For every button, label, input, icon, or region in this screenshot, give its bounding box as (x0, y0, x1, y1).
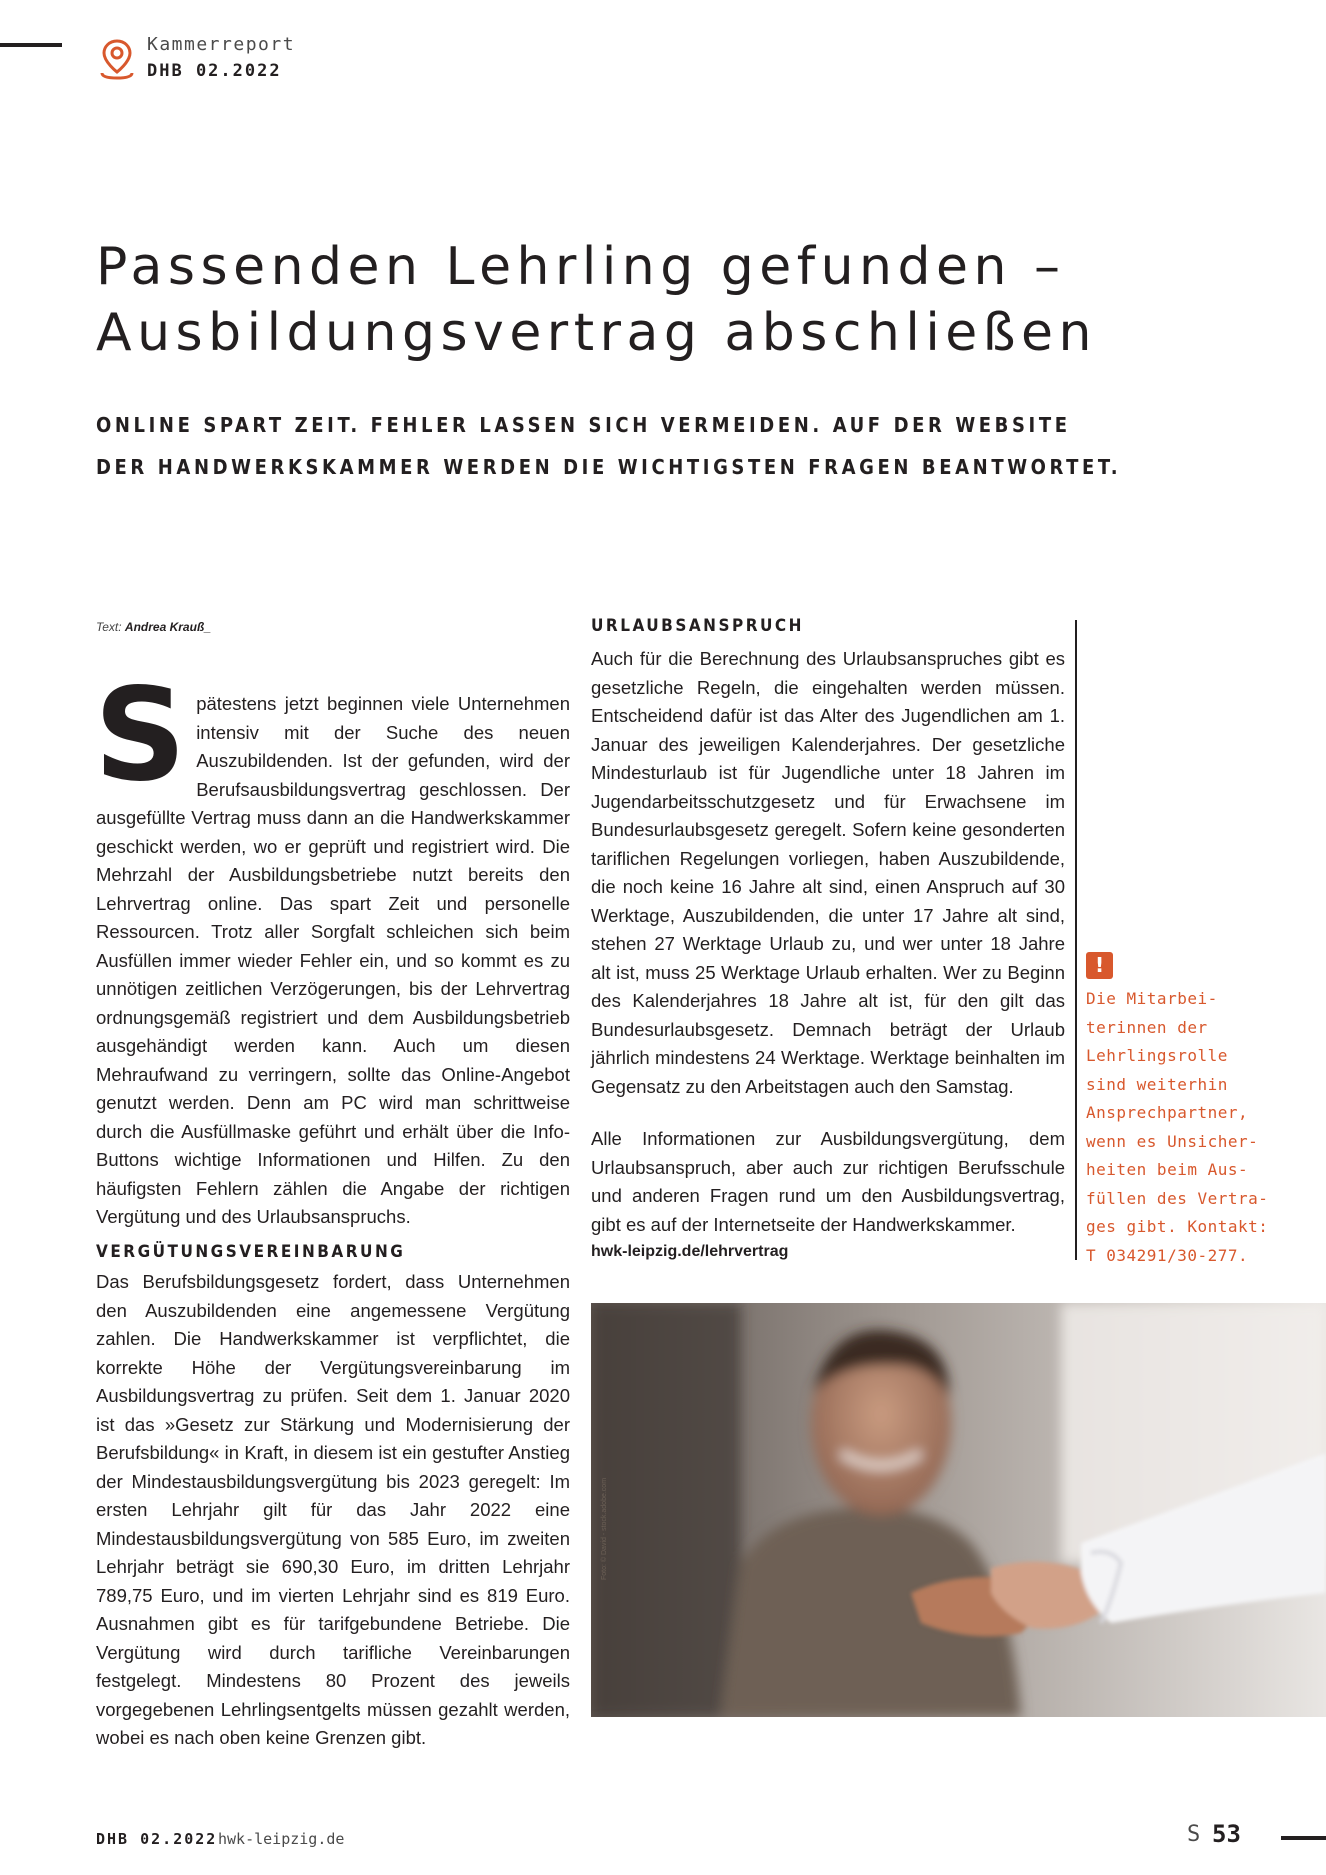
deck-line-1: ONLINE SPART ZEIT. FEHLER LASSEN SICH VERMEIDEN. AUF DER WEBSITE (96, 413, 1071, 437)
note-line: terinnen der (1086, 1017, 1208, 1037)
byline-prefix: Text: (96, 620, 122, 634)
note-line: Lehrlingsrolle (1086, 1046, 1228, 1065)
section-urlaub-body: Auch für die Berechnung des Urlaubsanspruches gibt es gesetzliche Regeln, die eingehalten werden müssen. Entscheidend dafür ist das Alter des Jugendlichen am 1. Januar des jeweiligen Kalenderjahres. Der gesetzliche Mindesturlaub ist für Jugendliche unter 18 Jahren im Jugendarbeitsschutzgesetz und für Erwachsene im Bundesurlaubsgesetz geregelt. Sofern keine gesonderten tariflichen Regelungen vorliegen, haben Auszubildende, die noch keine 16 Jahre alt sind, einen Anspruch auf 30 Werktage, Auszubildenden, die unter 17 Jahre alt sind, stehen 27 Werktage Urlaub zu, und wer unter 18 Jahre alt ist, muss 25 Werktage Urlaub erhalten. Wer zu Beginn des Kalenderjahres 18 Jahre alt ist, für den gilt das Bundesurlaubsgesetz. Demnach beträgt der Urlaub jährlich mindestens 24 Werktage. Werktage beinhalten im Gegensatz zu den Arbeitstagen auch den Samstag. (591, 648, 1065, 1097)
photo-credit: Foto: © David - stock.adobe.com (601, 1477, 608, 1580)
footer-rule (1281, 1836, 1326, 1840)
byline (96, 620, 211, 634)
note-line: Ansprechpartner, (1086, 1103, 1249, 1122)
contact-note (1086, 985, 1276, 1270)
section-urlaub-title: URLAUBSANSPRUCH (591, 616, 804, 636)
byline-author: Andrea Krauß_ (124, 620, 211, 634)
handshake-photo (591, 1303, 1326, 1717)
note-line: wenn es Unsicher- (1086, 1131, 1259, 1151)
issue-label: DHB 02.2022 (147, 61, 282, 81)
section-verguetung-body: Das Berufsbildungsgesetz fordert, dass Unternehmen den Auszubildenden eine angemessene Vergütung zahlen. Die Handwerkskammer ist verpflichtet, die korrekte Höhe der Vergütungsvereinbarung im Ausbildungsvertrag zu prüfen. Seit dem 1. Januar 2020 ist das »Gesetz zur Stärkung und Modernisierung der Berufsbildung« in Kraft, in diesem ist ein gestufter Anstieg der Mindestausbildungsvergütung bis 2023 geregelt: Im ersten Lehrjahr gilt für das Jahr 2022 eine Mindestausbildungsvergütung von 585 Euro, im zweiten Lehrjahr beträgt sie 690,30 Euro, im dritten Lehrjahr 789,75 Euro, und im vierten Lehrjahr sind es 819 Euro. Ausnahmen gibt es für tarifgebundene Betriebe. Die Vergütung wird durch tarifliche Vereinbarungen festgelegt. Mindestens 80 Prozent des jeweils vorgegebenen Lehrlingsentgelts müssen gezahlt werden, wobei es nach oben keine Grenzen gibt. (96, 1271, 570, 1748)
header-rule (0, 43, 62, 47)
section-urlaub (591, 645, 1065, 1101)
headline-line-2: Ausbildungsvertrag abschließen (96, 303, 1097, 363)
footer-issue: DHB 02.2022 (96, 1830, 218, 1848)
section-verguetung-title: VERGÜTUNGSVEREINBARUNG (96, 1242, 406, 1262)
section-verguetung (96, 1268, 570, 1753)
intro-column (94, 661, 570, 1232)
lehrvertrag-link[interactable]: hwk-leipzig.de/lehrvertrag (591, 1243, 789, 1260)
exclamation-icon: ! (1086, 952, 1113, 979)
note-line: heiten beim Aus- (1086, 1160, 1249, 1179)
closing-paragraph (591, 1125, 1065, 1239)
footer-url[interactable]: hwk-leipzig.de (218, 1830, 345, 1848)
sidebar-rule (1075, 620, 1077, 1260)
handshake-illustration (591, 1303, 1326, 1717)
deck (96, 404, 1196, 488)
page-prefix: S (1187, 1822, 1201, 1847)
note-line: sind weiterhin (1086, 1074, 1228, 1094)
closing-text: Alle Informationen zur Ausbildungsvergütung, dem Urlaubsanspruch, aber auch zur richtigen Berufsschule und anderen Fragen rund um den Ausbildungsvertrag, gibt es auf der Internetseite der Handwerkskammer. (591, 1128, 1065, 1235)
page-number: 53 (1212, 1820, 1241, 1848)
section-label: Kammerreport (147, 34, 296, 55)
deck-line-2: DER HANDWERKSKAMMER WERDEN DIE WICHTIGSTEN FRAGEN BEANTWORTET. (96, 455, 1122, 479)
dropcap: S (94, 661, 187, 810)
headline (96, 234, 1296, 366)
location-pin-icon (97, 37, 137, 81)
headline-line-1: Passenden Lehrling gefunden – (96, 237, 1066, 297)
note-line: Die Mitarbei- (1086, 989, 1218, 1008)
note-line: ges gibt. Kontakt: (1086, 1217, 1269, 1236)
note-line: füllen des Vertra- (1086, 1188, 1269, 1208)
note-line: T 034291/30-277. (1086, 1245, 1249, 1265)
intro-text: pätestens jetzt beginnen viele Unternehmen intensiv mit der Suche des neuen Auszubildenden. Ist der gefunden, wird der Berufsausbildungsvertrag geschlossen. Der ausgefüllte Vertrag muss dann an die Handwerkskammer geschickt werden, wo er geprüft und registriert wird. Die Mehrzahl der Ausbildungsbetriebe nutzt bereits den Lehrvertrag online. Das spart Zeit und personelle Ressourcen. Trotz aller Sorgfalt schleichen sich beim Ausfüllen immer wieder Fehler ein, und so kommt es zu unnötigen zeitlichen Verzögerungen, bis der Lehrvertrag ordnungsgemäß registriert und dem Ausbildungsbetrieb ausgehändigt werden kann. Auch um diesen Mehraufwand zu verringern, sollte das Online-Angebot genutzt werden. Denn am PC wird man schrittweise durch die Ausfüllmaske geführt und erhält über die Info-Buttons wichtige Informationen und Hilfen. Zu den häufigsten Fehlern zählen die Angabe der richtigen Vergütung und des Urlaubsanspruchs. (96, 693, 570, 1227)
